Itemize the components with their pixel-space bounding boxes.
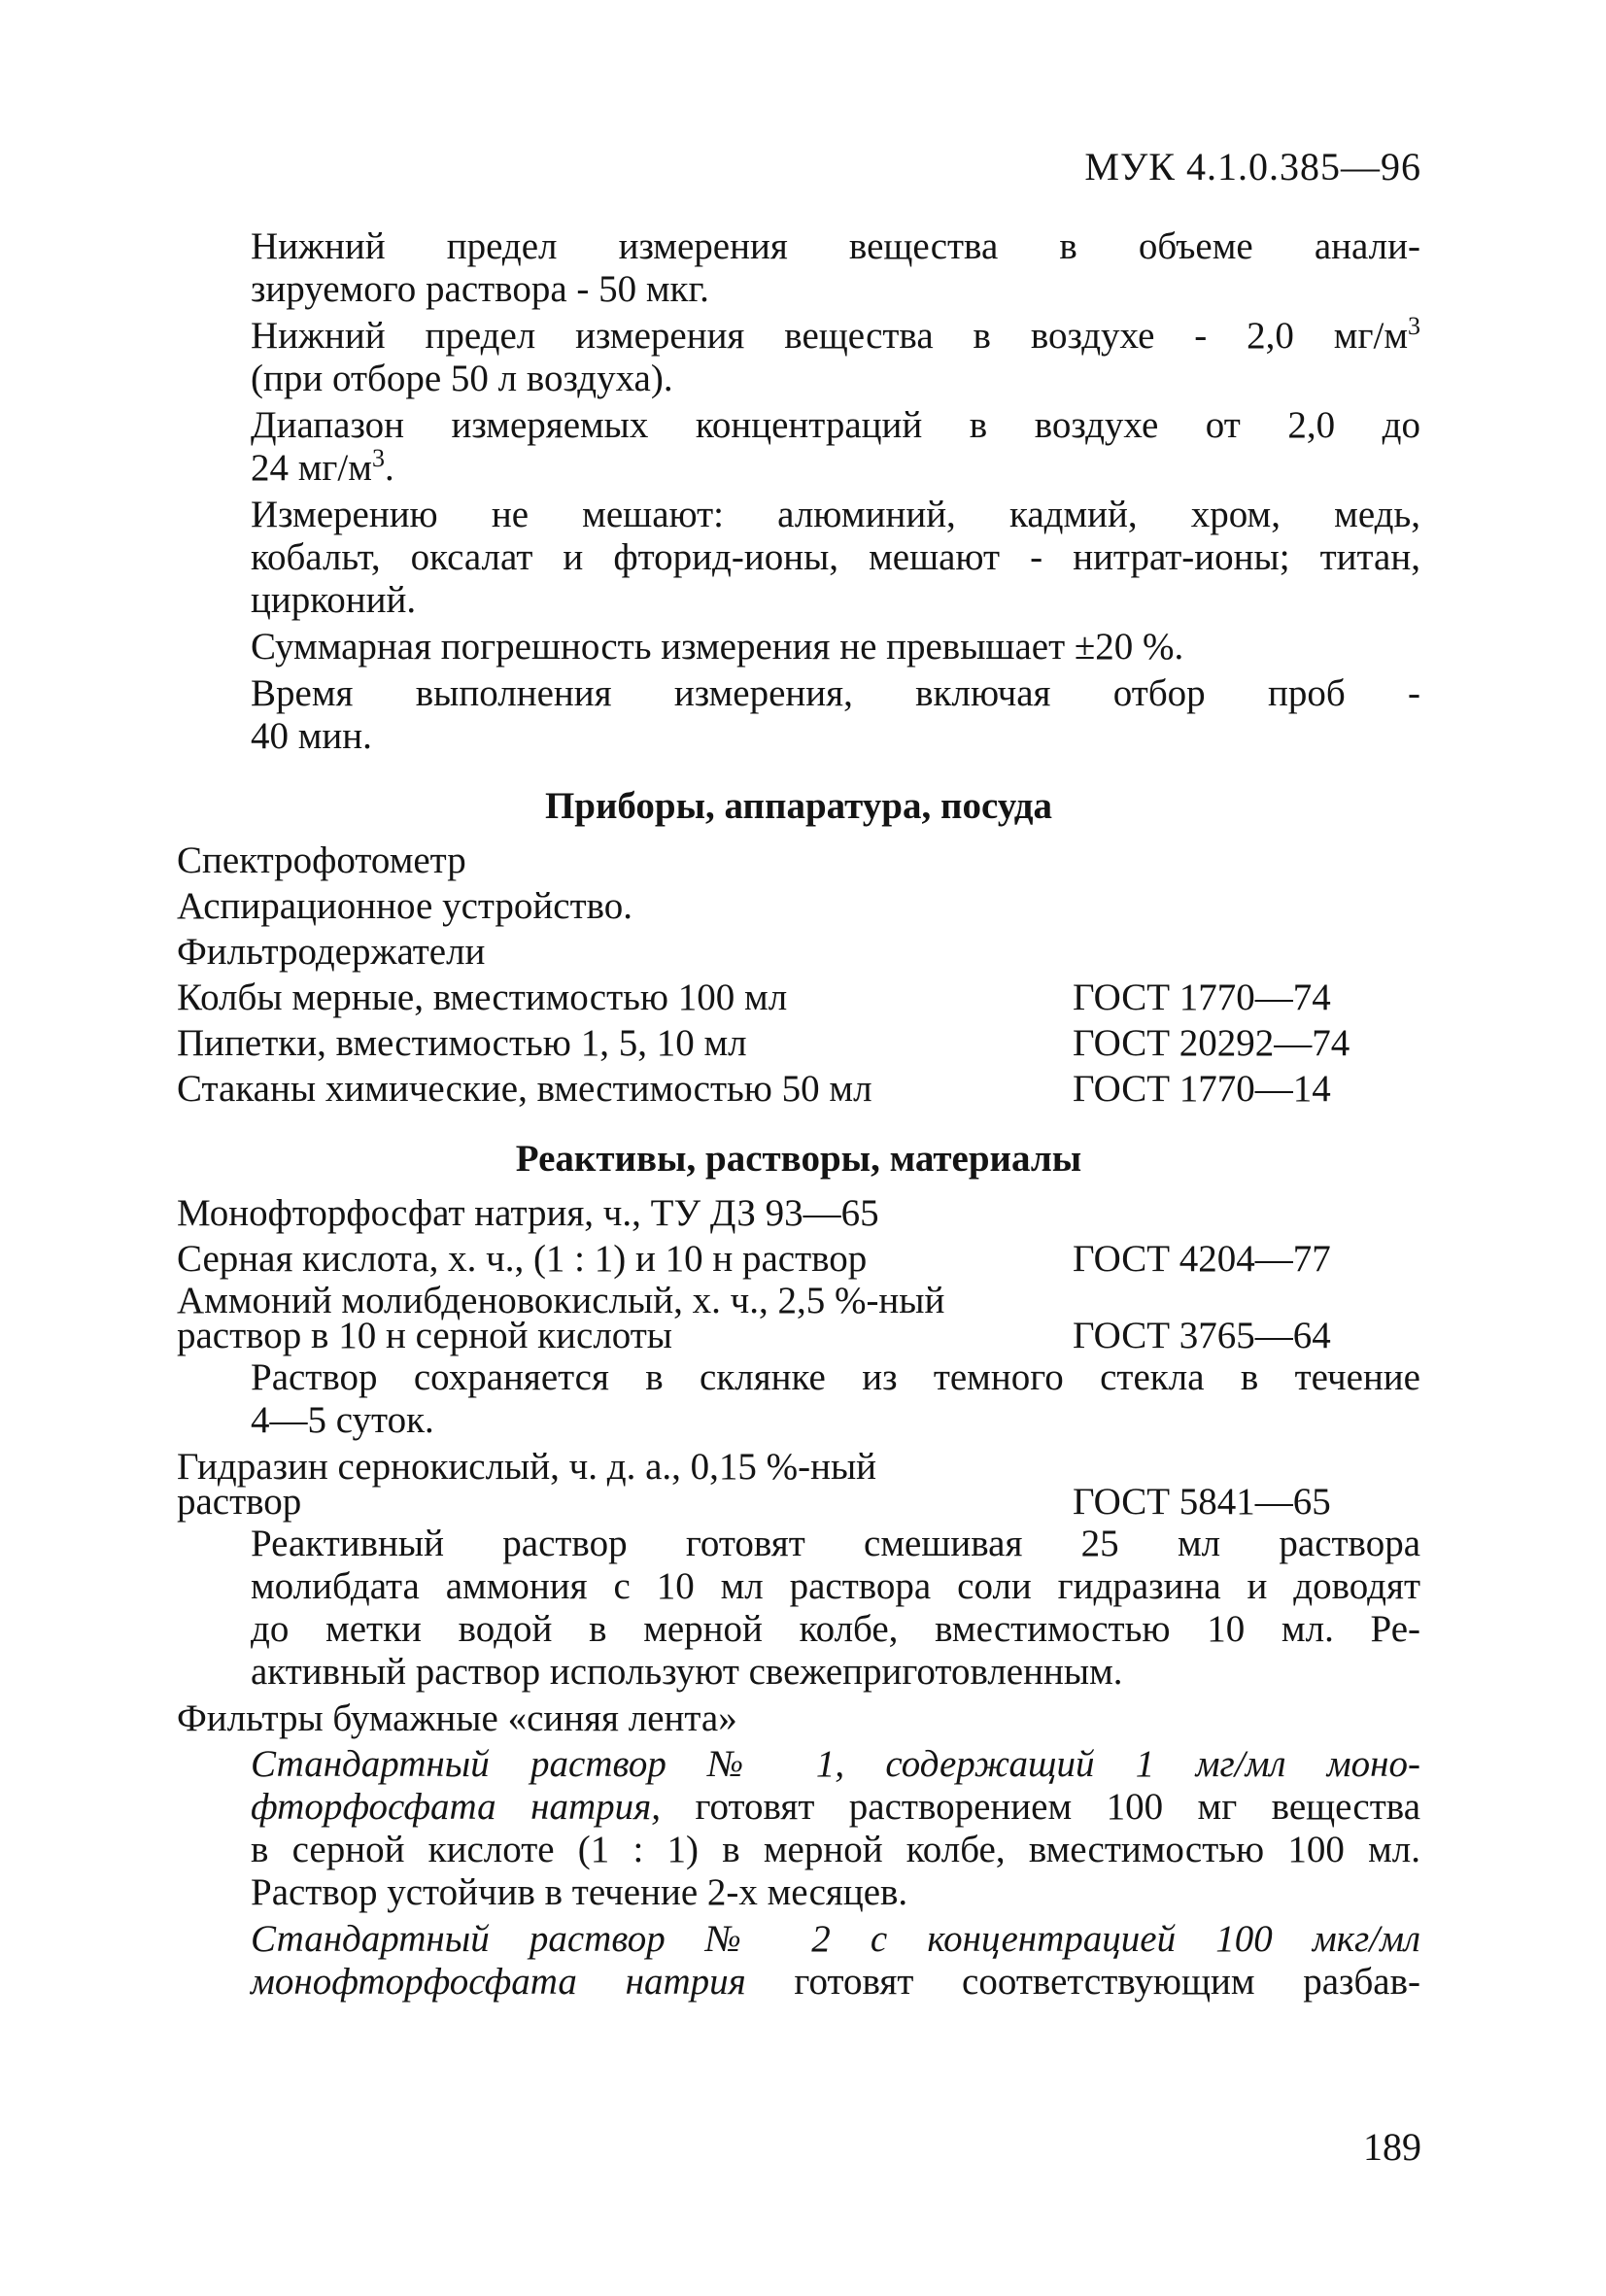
text-line [177,444,1420,490]
list-item [177,1022,1420,1065]
text-fragment: готовят растворением 100 мг вещества [661,1786,1421,1828]
paragraph-concentration-range [177,404,1420,490]
text-line: в серной кислоте (1 : 1) в мерной колбе, вместимостью 100 мл. [251,1829,1420,1870]
text-line [177,1961,1420,2004]
paragraph-standard-solution-2 [177,1918,1420,2004]
text-line: молибдата аммония с 10 мл раствора соли гидразина и доводят [251,1565,1420,1607]
list-item [177,885,1420,928]
reagent-item [177,1238,1420,1281]
text-line: зируемого раствора - 50 мкг. [251,268,709,310]
item-standard: ГОСТ 4204—77 [1073,1238,1331,1280]
italic-fragment: фторфосфата натрия, [251,1786,662,1828]
item-name: Пипетки, вместимостью 1, 5, 10 мл [177,1022,747,1064]
text-line: 40 мин. [251,715,372,757]
paragraph-interferences [177,494,1420,622]
item-standard [1073,931,1420,974]
item-line [177,1315,1420,1356]
superscript: 3 [371,444,385,472]
list-item [177,1068,1420,1111]
text-fragment: . [384,447,394,489]
item-name: Спектрофотометр [177,840,466,881]
item-name: Аспирационное устройство. [177,885,633,927]
list-item [177,840,1420,882]
text-line: Стандартный раствор № 2 с концентрацией 100 мкг/мл [251,1918,1420,1960]
item-standard: ГОСТ 1770—14 [1073,1068,1331,1110]
paragraph-lower-limit-air [177,312,1420,400]
reagent-item [177,1446,1420,1523]
item-name-line: раствор [177,1481,302,1523]
section-heading-equipment: Приборы, аппаратура, посуда [544,785,1053,827]
list-item [177,977,1420,1019]
equipment-list [177,840,1420,1111]
item-line [177,1481,1420,1523]
item-name: Стаканы химические, вместимостью 50 мл [177,1068,872,1110]
paragraph-storage-note [177,1356,1420,1442]
paragraph-total-error [177,626,1420,668]
paragraph-standard-solution-1 [177,1743,1420,1914]
text-line: активный раствор используют свежеприготовленным. [251,1651,1123,1693]
text-line [177,312,1420,358]
text-fragment: Нижний предел измерения вещества в воздухе - 2,0 мг/м [251,315,1408,357]
item-standard [1073,840,1420,882]
text-line: до метки водой в мерной колбе, вместимостью 10 мл. Ре- [251,1608,1420,1650]
text-line [177,1786,1420,1829]
text-line: 4—5 суток. [251,1399,434,1441]
italic-fragment: монофторфосфата натрия [251,1961,746,2003]
item-name-line: Гидразин сернокислый, ч. д. а., 0,15 %-ный [177,1446,877,1488]
item-name-line: Аммоний молибденовокислый, х. ч., 2,5 %-ный [177,1280,945,1321]
text-line: Суммарная погрешность измерения не превышает ±20 %. [251,626,1184,668]
text-line: Время выполнения измерения, включая отбор проб - [251,672,1420,714]
text-fragment: готовят соответствующим разбав- [745,1961,1421,2003]
section-heading-reagents: Реактивы, растворы, материалы [515,1138,1082,1180]
reagent-item: Монофторфосфат натрия, ч., ТУ ДЗ 93—65 [177,1192,879,1234]
item-name: Колбы мерные, вместимостью 100 мл [177,977,788,1018]
paragraph-measurement-time [177,672,1420,758]
item-standard: ГОСТ 20292—74 [1073,1022,1350,1064]
text-line: Диапазон измеряемых концентраций в воздухе от 2,0 до [251,404,1420,446]
reagent-item [177,1280,1420,1356]
text-line: (при отборе 50 л воздуха). [251,358,673,399]
text-line: Реактивный раствор готовят смешивая 25 мл раствора [251,1523,1420,1564]
text-line: Стандартный раствор № 1, содержащий 1 мг/мл моно- [251,1743,1420,1785]
item-name: Фильтродержатели [177,931,486,973]
paragraph-lower-limit-solution [177,225,1420,311]
item-standard: ГОСТ 5841—65 [1073,1481,1331,1523]
item-standard: ГОСТ 1770—74 [1073,977,1331,1018]
item-name: Серная кислота, х. ч., (1 : 1) и 10 н раствор [177,1238,868,1280]
item-standard: ГОСТ 3765—64 [1073,1315,1331,1356]
document-code-header: МУК 4.1.0.385—96 [1084,145,1421,188]
page-number: 189 [1363,2125,1421,2169]
reagent-item: Фильтры бумажные «синяя лента» [177,1697,737,1739]
superscript: 3 [1408,312,1420,340]
text-line: кобальт, оксалат и фторид-ионы, мешают - нитрат-ионы; титан, [251,536,1420,578]
text-line: Раствор сохраняется в склянке из темного стекла в течение [251,1356,1420,1398]
text-fragment: 24 мг/м [251,447,372,489]
item-name-line: раствор в 10 н серной кислоты [177,1315,673,1356]
page-content [177,225,1420,2007]
item-standard [1073,885,1420,928]
text-line: Измерению не мешают: алюминий, кадмий, хром, медь, [251,494,1420,535]
text-line: Раствор устойчив в течение 2-х месяцев. [251,1871,908,1913]
text-line: цирконий. [251,579,417,621]
text-line: Нижний предел измерения вещества в объеме анали- [251,225,1420,267]
list-item [177,931,1420,974]
paragraph-reagent-solution [177,1523,1420,1694]
